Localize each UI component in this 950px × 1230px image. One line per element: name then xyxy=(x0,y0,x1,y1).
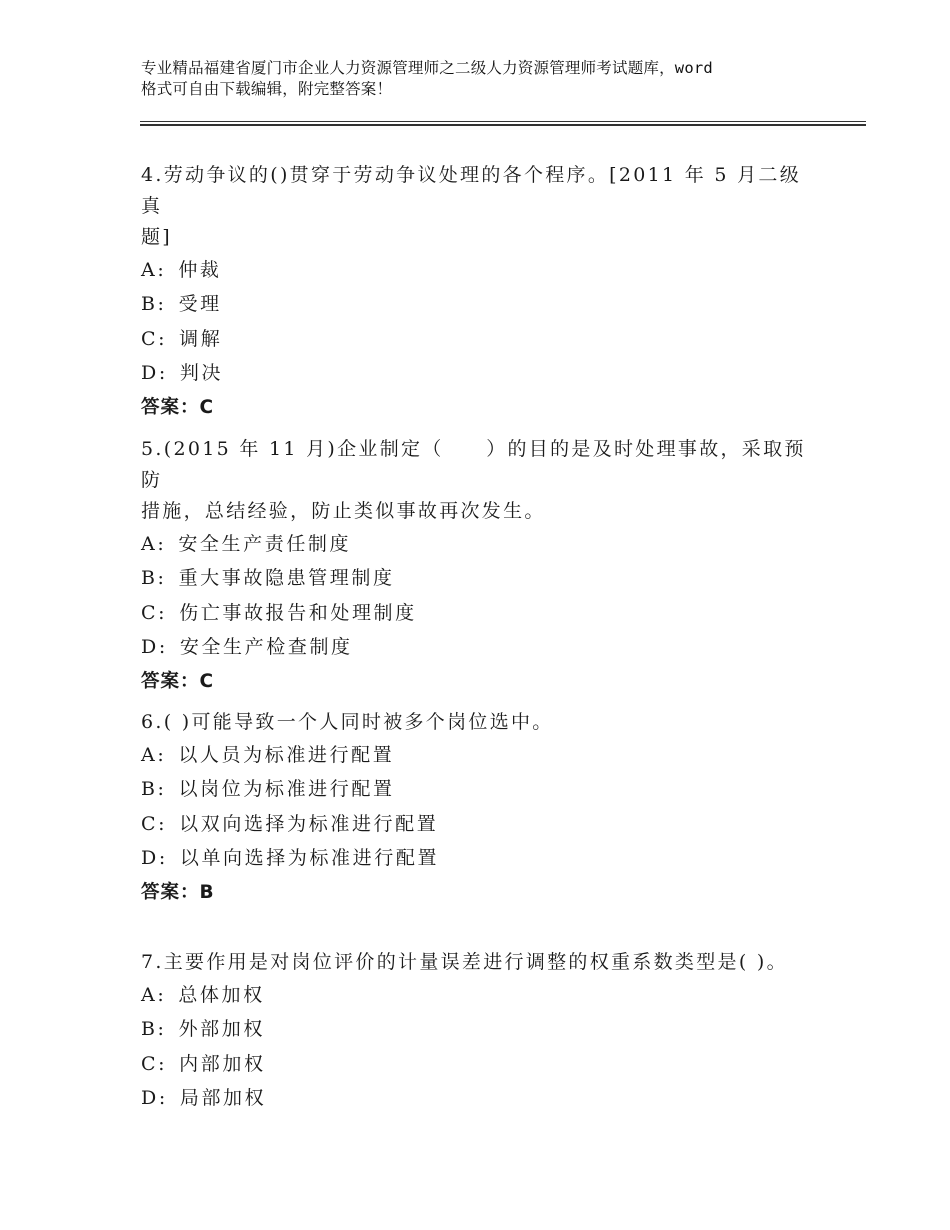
option-text: 判决 xyxy=(179,362,224,385)
option-text: 以双向选择为标准进行配置 xyxy=(179,812,439,835)
option-key: A: xyxy=(141,744,167,766)
option-a xyxy=(141,253,817,287)
option-text: 内部加权 xyxy=(179,1052,266,1075)
header-divider-thin xyxy=(140,121,866,122)
option-text: 受理 xyxy=(178,293,222,316)
option-text: 安全生产检查制度 xyxy=(179,636,353,659)
header-line-1: 专业精品福建省厦门市企业人力资源管理师之二级人力资源管理师考试题库，word xyxy=(141,59,713,77)
option-key: C: xyxy=(141,327,168,350)
option-key: D: xyxy=(141,636,168,659)
question-5 xyxy=(141,434,817,699)
option-a xyxy=(141,738,817,772)
option-text: 调解 xyxy=(179,327,223,350)
option-b xyxy=(141,287,817,321)
option-key: C: xyxy=(141,601,168,624)
option-key: B: xyxy=(141,567,167,590)
option-d xyxy=(141,1081,817,1115)
option-text: 外部加权 xyxy=(178,1018,265,1041)
question-text-line: 4.劳动争议的()贯穿于劳动争议处理的各个程序。[2011 年 5 月二级真 xyxy=(141,164,802,217)
question-text-line: 6.( )可能导致一个人同时被多个岗位选中。 xyxy=(141,711,554,733)
question-text-line: 题] xyxy=(141,226,173,248)
header-divider-thick xyxy=(140,124,866,126)
option-text: 以单向选择为标准进行配置 xyxy=(179,847,440,870)
option-d xyxy=(141,630,817,664)
answer-line: 答案：C xyxy=(141,396,215,418)
option-d xyxy=(141,841,817,875)
option-d xyxy=(141,356,817,390)
option-text: 重大事故隐患管理制度 xyxy=(178,567,395,590)
option-key: B: xyxy=(141,1018,167,1041)
option-c xyxy=(141,807,817,841)
question-7 xyxy=(141,947,817,1116)
option-b xyxy=(141,561,817,595)
option-key: D: xyxy=(141,362,168,385)
option-c xyxy=(141,322,817,356)
option-key: A: xyxy=(141,984,167,1006)
option-text: 以人员为标准进行配置 xyxy=(178,744,395,766)
option-key: D: xyxy=(141,1087,168,1110)
answer-line: 答案：C xyxy=(141,670,215,692)
option-key: C: xyxy=(141,1052,168,1075)
header-line-2: 格式可自由下载编辑，附完整答案！ xyxy=(141,80,393,98)
option-text: 局部加权 xyxy=(179,1087,267,1110)
option-b xyxy=(141,1012,817,1046)
option-a xyxy=(141,527,817,561)
option-text: 安全生产责任制度 xyxy=(178,533,352,555)
document-header xyxy=(141,58,831,100)
option-key: A: xyxy=(141,259,167,281)
option-text: 伤亡事故报告和处理制度 xyxy=(179,601,417,624)
option-key: B: xyxy=(141,293,167,316)
option-c xyxy=(141,596,817,630)
question-text-line: 5.(2015 年 11 月)企业制定（ ）的目的是及时处理事故，采取预防 xyxy=(141,438,806,491)
option-key: D: xyxy=(141,847,168,870)
question-6 xyxy=(141,707,817,910)
question-4 xyxy=(141,160,817,425)
option-a xyxy=(141,978,817,1012)
option-key: B: xyxy=(141,778,167,801)
option-text: 仲裁 xyxy=(178,259,222,281)
question-text-line: 措施，总结经验，防止类似事故再次发生。 xyxy=(141,500,546,522)
option-key: C: xyxy=(141,812,168,835)
option-text: 以岗位为标准进行配置 xyxy=(178,778,395,801)
answer-line: 答案：B xyxy=(141,881,215,903)
option-text: 总体加权 xyxy=(178,984,265,1006)
option-key: A: xyxy=(141,533,167,555)
question-text-line: 7.主要作用是对岗位评价的计量误差进行调整的权重系数类型是( )。 xyxy=(141,951,788,973)
option-b xyxy=(141,772,817,806)
option-c xyxy=(141,1047,817,1081)
